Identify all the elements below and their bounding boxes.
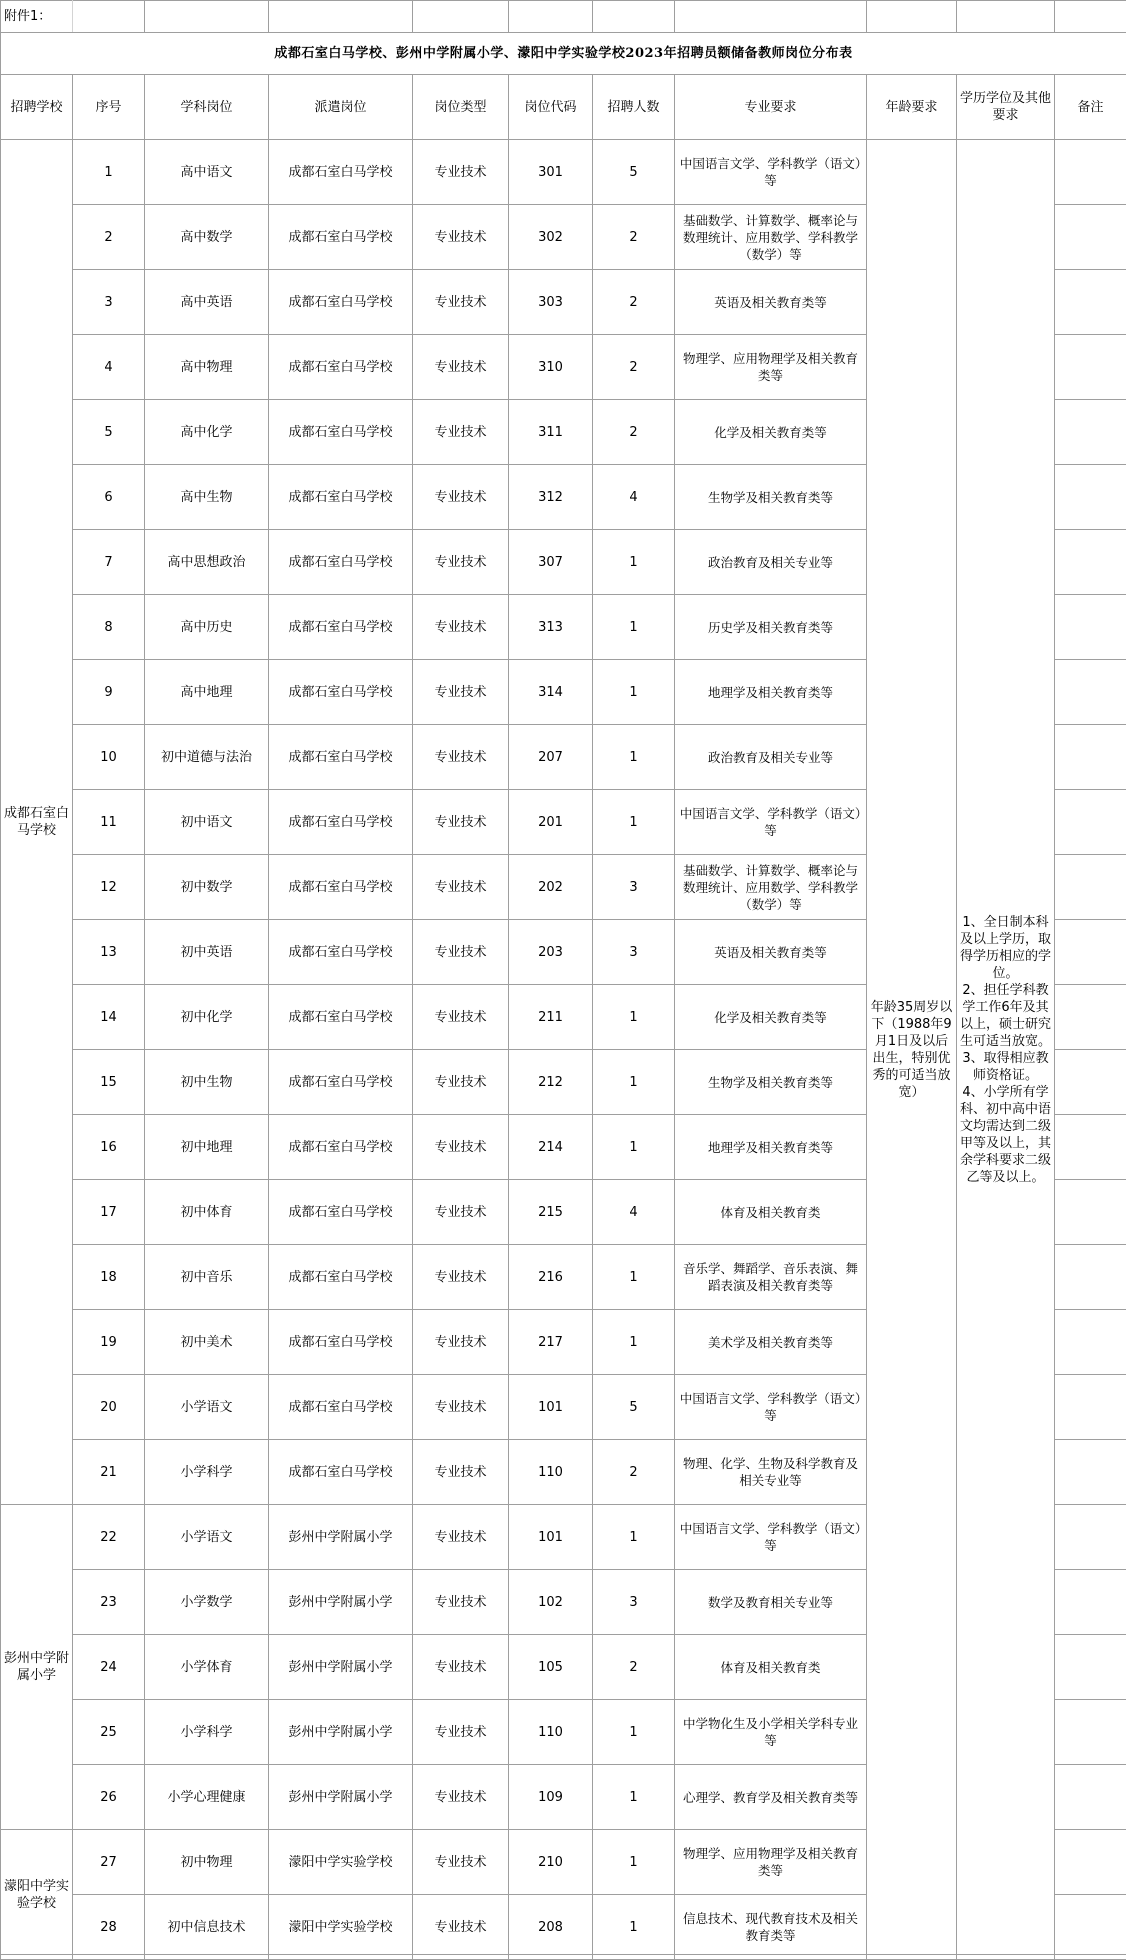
major-cell[interactable]: 化学及相关教育类等 (675, 985, 867, 1050)
subject-cell[interactable]: 初中道德与法治 (145, 725, 269, 790)
count-cell[interactable]: 1 (593, 530, 675, 595)
dispatch-cell[interactable]: 濛阳中学实验学校 (269, 1895, 413, 1960)
row-number[interactable]: 3 (73, 270, 145, 335)
post-code-cell[interactable]: 312 (509, 465, 593, 530)
empty-cell[interactable] (269, 1, 413, 33)
dispatch-cell[interactable]: 彭州中学附属小学 (269, 1700, 413, 1765)
table-row (1, 140, 1126, 205)
dispatch-cell[interactable]: 彭州中学附属小学 (269, 1635, 413, 1700)
remarks-cell[interactable] (1055, 920, 1126, 985)
header-post-code[interactable]: 岗位代码 (509, 75, 593, 140)
row-number[interactable]: 10 (73, 725, 145, 790)
dispatch-cell[interactable]: 成都石室白马学校 (269, 1050, 413, 1115)
dispatch-cell[interactable]: 成都石室白马学校 (269, 1440, 413, 1505)
post-code-cell[interactable]: 301 (509, 140, 593, 205)
subject-cell[interactable]: 小学科学 (145, 1440, 269, 1505)
remarks-cell[interactable] (1055, 465, 1126, 530)
post-type-cell[interactable]: 专业技术 (413, 790, 509, 855)
dispatch-cell[interactable]: 成都石室白马学校 (269, 1115, 413, 1180)
dispatch-cell[interactable]: 成都石室白马学校 (269, 920, 413, 985)
header-subject[interactable]: 学科岗位 (145, 75, 269, 140)
header-dispatch[interactable]: 派遣岗位 (269, 75, 413, 140)
post-code-cell[interactable]: 203 (509, 920, 593, 985)
post-code-cell[interactable]: 208 (509, 1895, 593, 1960)
post-code-cell[interactable]: 212 (509, 1050, 593, 1115)
count-cell[interactable]: 1 (593, 790, 675, 855)
remarks-cell[interactable] (1055, 1700, 1126, 1765)
subject-cell[interactable]: 高中语文 (145, 140, 269, 205)
row-number[interactable]: 22 (73, 1505, 145, 1570)
dispatch-cell[interactable]: 濛阳中学实验学校 (269, 1830, 413, 1895)
post-type-cell[interactable]: 专业技术 (413, 1635, 509, 1700)
post-code-cell[interactable]: 310 (509, 335, 593, 400)
count-cell[interactable]: 1 (593, 1245, 675, 1310)
row-number[interactable]: 27 (73, 1830, 145, 1895)
major-cell[interactable]: 基础数学、计算数学、概率论与数理统计、应用数学、学科教学（数学）等 (675, 855, 867, 920)
dispatch-cell[interactable]: 成都石室白马学校 (269, 1245, 413, 1310)
count-cell[interactable]: 3 (593, 1570, 675, 1635)
subject-cell[interactable]: 小学语文 (145, 1505, 269, 1570)
major-cell[interactable]: 英语及相关教育类等 (675, 920, 867, 985)
count-cell[interactable]: 1 (593, 1700, 675, 1765)
dispatch-cell[interactable]: 成都石室白马学校 (269, 1375, 413, 1440)
major-cell[interactable]: 基础数学、计算数学、概率论与数理统计、应用数学、学科教学（数学）等 (675, 205, 867, 270)
post-code-cell[interactable]: 105 (509, 1635, 593, 1700)
post-type-cell[interactable]: 专业技术 (413, 660, 509, 725)
subject-cell[interactable]: 高中思想政治 (145, 530, 269, 595)
row-number[interactable]: 2 (73, 205, 145, 270)
subject-cell[interactable]: 小学心理健康 (145, 1765, 269, 1830)
row-number[interactable]: 26 (73, 1765, 145, 1830)
school-cell[interactable]: 濛阳中学实验学校 (1, 1830, 73, 1960)
major-cell[interactable]: 音乐学、舞蹈学、音乐表演、舞蹈表演及相关教育类等 (675, 1245, 867, 1310)
major-cell[interactable]: 物理学、应用物理学及相关教育类等 (675, 1830, 867, 1895)
post-type-cell[interactable]: 专业技术 (413, 855, 509, 920)
education-requirement-cell[interactable]: 1、全日制本科及以上学历，取得学历相应的学位。 2、担任学科教学工作6年及其以上，硕士研究生可适当放宽。 3、取得相应教师资格证。 4、小学所有学科、初中高中语文均需达到二级甲等及以上，其余学科要求二级乙等及以上。 (957, 140, 1055, 1960)
row-number[interactable]: 6 (73, 465, 145, 530)
post-type-cell[interactable]: 专业技术 (413, 1115, 509, 1180)
post-type-cell[interactable]: 专业技术 (413, 1245, 509, 1310)
remarks-cell[interactable] (1055, 1050, 1126, 1115)
subject-cell[interactable]: 初中英语 (145, 920, 269, 985)
remarks-cell[interactable] (1055, 725, 1126, 790)
subject-cell[interactable]: 初中化学 (145, 985, 269, 1050)
remarks-cell[interactable] (1055, 1375, 1126, 1440)
empty-cell[interactable] (675, 1, 867, 33)
major-cell[interactable]: 中国语言文学、学科教学（语文）等 (675, 790, 867, 855)
remarks-cell[interactable] (1055, 855, 1126, 920)
dispatch-cell[interactable]: 成都石室白马学校 (269, 855, 413, 920)
major-cell[interactable]: 心理学、教育学及相关教育类等 (675, 1765, 867, 1830)
table-title[interactable]: 成都石室白马学校、彭州中学附属小学、濛阳中学实验学校2023年招聘员额储备教师岗位分布表 (1, 33, 1126, 75)
count-cell[interactable]: 2 (593, 400, 675, 465)
remarks-cell[interactable] (1055, 1830, 1126, 1895)
post-type-cell[interactable]: 专业技术 (413, 985, 509, 1050)
remarks-cell[interactable] (1055, 270, 1126, 335)
remarks-cell[interactable] (1055, 1505, 1126, 1570)
major-cell[interactable]: 生物学及相关教育类等 (675, 465, 867, 530)
attachment-row (1, 1, 1126, 33)
dispatch-cell[interactable]: 成都石室白马学校 (269, 400, 413, 465)
empty-cell[interactable] (509, 1, 593, 33)
post-type-cell[interactable]: 专业技术 (413, 335, 509, 400)
post-type-cell[interactable]: 专业技术 (413, 530, 509, 595)
count-cell[interactable]: 2 (593, 270, 675, 335)
major-cell[interactable]: 中国语言文学、学科教学（语文）等 (675, 1375, 867, 1440)
major-cell[interactable]: 英语及相关教育类等 (675, 270, 867, 335)
remarks-cell[interactable] (1055, 335, 1126, 400)
post-code-cell[interactable]: 313 (509, 595, 593, 660)
remarks-cell[interactable] (1055, 205, 1126, 270)
row-number[interactable]: 4 (73, 335, 145, 400)
post-type-cell[interactable]: 专业技术 (413, 1830, 509, 1895)
subject-cell[interactable]: 初中数学 (145, 855, 269, 920)
subject-cell[interactable]: 高中生物 (145, 465, 269, 530)
subject-cell[interactable]: 小学数学 (145, 1570, 269, 1635)
major-cell[interactable]: 化学及相关教育类等 (675, 400, 867, 465)
post-type-cell[interactable]: 专业技术 (413, 465, 509, 530)
dispatch-cell[interactable]: 成都石室白马学校 (269, 595, 413, 660)
remarks-cell[interactable] (1055, 1245, 1126, 1310)
count-cell[interactable]: 1 (593, 1310, 675, 1375)
remarks-cell[interactable] (1055, 985, 1126, 1050)
post-code-cell[interactable]: 101 (509, 1505, 593, 1570)
row-number[interactable]: 16 (73, 1115, 145, 1180)
post-type-cell[interactable]: 专业技术 (413, 1440, 509, 1505)
row-number[interactable]: 5 (73, 400, 145, 465)
header-age[interactable]: 年龄要求 (867, 75, 957, 140)
header-row (1, 75, 1126, 140)
post-type-cell[interactable]: 专业技术 (413, 1050, 509, 1115)
post-code-cell[interactable]: 215 (509, 1180, 593, 1245)
dispatch-cell[interactable]: 成都石室白马学校 (269, 1310, 413, 1375)
row-number[interactable]: 20 (73, 1375, 145, 1440)
post-code-cell[interactable]: 202 (509, 855, 593, 920)
row-number[interactable]: 9 (73, 660, 145, 725)
count-cell[interactable]: 1 (593, 1050, 675, 1115)
post-code-cell[interactable]: 303 (509, 270, 593, 335)
major-cell[interactable]: 中学物化生及小学相关学科专业等 (675, 1700, 867, 1765)
remarks-cell[interactable] (1055, 1765, 1126, 1830)
row-number[interactable]: 12 (73, 855, 145, 920)
row-number[interactable]: 24 (73, 1635, 145, 1700)
post-type-cell[interactable]: 专业技术 (413, 1375, 509, 1440)
major-cell[interactable]: 历史学及相关教育类等 (675, 595, 867, 660)
row-number[interactable]: 17 (73, 1180, 145, 1245)
post-code-cell[interactable]: 109 (509, 1765, 593, 1830)
post-type-cell[interactable]: 专业技术 (413, 1765, 509, 1830)
post-code-cell[interactable]: 207 (509, 725, 593, 790)
table-body (1, 1, 1126, 1960)
count-cell[interactable]: 1 (593, 1830, 675, 1895)
count-cell[interactable]: 3 (593, 920, 675, 985)
post-type-cell[interactable]: 专业技术 (413, 595, 509, 660)
row-number[interactable]: 25 (73, 1700, 145, 1765)
subject-cell[interactable]: 小学语文 (145, 1375, 269, 1440)
remarks-cell[interactable] (1055, 1115, 1126, 1180)
header-count[interactable]: 招聘人数 (593, 75, 675, 140)
post-code-cell[interactable]: 211 (509, 985, 593, 1050)
remarks-cell[interactable] (1055, 1180, 1126, 1245)
remarks-cell[interactable] (1055, 1440, 1126, 1505)
subject-cell[interactable]: 初中物理 (145, 1830, 269, 1895)
post-code-cell[interactable]: 101 (509, 1375, 593, 1440)
count-cell[interactable]: 2 (593, 205, 675, 270)
subject-cell[interactable]: 高中地理 (145, 660, 269, 725)
remarks-cell[interactable] (1055, 1635, 1126, 1700)
count-cell[interactable]: 1 (593, 660, 675, 725)
count-cell[interactable]: 1 (593, 1895, 675, 1960)
remarks-cell[interactable] (1055, 1895, 1126, 1960)
subject-cell[interactable]: 高中历史 (145, 595, 269, 660)
major-cell[interactable]: 物理学、应用物理学及相关教育类等 (675, 335, 867, 400)
dispatch-cell[interactable]: 成都石室白马学校 (269, 140, 413, 205)
header-remarks[interactable]: 备注 (1055, 75, 1126, 140)
subject-cell[interactable]: 小学科学 (145, 1700, 269, 1765)
count-cell[interactable]: 2 (593, 1635, 675, 1700)
count-cell[interactable]: 4 (593, 465, 675, 530)
age-requirement-cell[interactable]: 年龄35周岁以下（1988年9月1日及以后出生，特别优秀的可适当放宽） (867, 140, 957, 1960)
remarks-cell[interactable] (1055, 1570, 1126, 1635)
count-cell[interactable]: 1 (593, 985, 675, 1050)
row-number[interactable]: 21 (73, 1440, 145, 1505)
count-cell[interactable]: 5 (593, 1375, 675, 1440)
dispatch-cell[interactable]: 成都石室白马学校 (269, 465, 413, 530)
header-education[interactable]: 学历学位及其他要求 (957, 75, 1055, 140)
major-cell[interactable]: 物理、化学、生物及科学教育及相关专业等 (675, 1440, 867, 1505)
post-code-cell[interactable]: 314 (509, 660, 593, 725)
header-post-type[interactable]: 岗位类型 (413, 75, 509, 140)
post-code-cell[interactable]: 217 (509, 1310, 593, 1375)
school-cell[interactable]: 彭州中学附属小学 (1, 1505, 73, 1830)
post-code-cell[interactable]: 311 (509, 400, 593, 465)
remarks-cell[interactable] (1055, 790, 1126, 855)
count-cell[interactable]: 1 (593, 1765, 675, 1830)
row-number[interactable]: 11 (73, 790, 145, 855)
empty-cell[interactable] (593, 1, 675, 33)
dispatch-cell[interactable]: 成都石室白马学校 (269, 985, 413, 1050)
subject-cell[interactable]: 初中信息技术 (145, 1895, 269, 1960)
empty-cell[interactable] (73, 1, 145, 33)
subject-cell[interactable]: 小学体育 (145, 1635, 269, 1700)
count-cell[interactable]: 1 (593, 725, 675, 790)
remarks-cell[interactable] (1055, 530, 1126, 595)
empty-cell[interactable] (1055, 1, 1126, 33)
dispatch-cell[interactable]: 成都石室白马学校 (269, 660, 413, 725)
header-school[interactable]: 招聘学校 (1, 75, 73, 140)
major-cell[interactable]: 中国语言文学、学科教学（语文）等 (675, 140, 867, 205)
major-cell[interactable]: 生物学及相关教育类等 (675, 1050, 867, 1115)
dispatch-cell[interactable]: 成都石室白马学校 (269, 790, 413, 855)
post-type-cell[interactable]: 专业技术 (413, 1310, 509, 1375)
subject-cell[interactable]: 初中地理 (145, 1115, 269, 1180)
post-type-cell[interactable]: 专业技术 (413, 920, 509, 985)
dispatch-cell[interactable]: 成都石室白马学校 (269, 270, 413, 335)
empty-cell[interactable] (867, 1, 957, 33)
post-type-cell[interactable]: 专业技术 (413, 1895, 509, 1960)
major-cell[interactable]: 地理学及相关教育类等 (675, 660, 867, 725)
post-type-cell[interactable]: 专业技术 (413, 1700, 509, 1765)
row-number[interactable]: 19 (73, 1310, 145, 1375)
dispatch-cell[interactable]: 彭州中学附属小学 (269, 1765, 413, 1830)
count-cell[interactable]: 4 (593, 1180, 675, 1245)
subject-cell[interactable]: 初中语文 (145, 790, 269, 855)
major-cell[interactable]: 政治教育及相关专业等 (675, 725, 867, 790)
post-code-cell[interactable]: 214 (509, 1115, 593, 1180)
post-code-cell[interactable]: 110 (509, 1440, 593, 1505)
post-type-cell[interactable]: 专业技术 (413, 1505, 509, 1570)
post-type-cell[interactable]: 专业技术 (413, 725, 509, 790)
count-cell[interactable]: 5 (593, 140, 675, 205)
remarks-cell[interactable] (1055, 660, 1126, 725)
subject-cell[interactable]: 高中数学 (145, 205, 269, 270)
count-cell[interactable]: 2 (593, 335, 675, 400)
post-code-cell[interactable]: 216 (509, 1245, 593, 1310)
count-cell[interactable]: 1 (593, 1505, 675, 1570)
dispatch-cell[interactable]: 彭州中学附属小学 (269, 1570, 413, 1635)
header-major[interactable]: 专业要求 (675, 75, 867, 140)
attachment-label[interactable]: 附件1： (1, 1, 73, 33)
title-row (1, 33, 1126, 75)
dispatch-cell[interactable]: 成都石室白马学校 (269, 530, 413, 595)
subject-cell[interactable]: 初中音乐 (145, 1245, 269, 1310)
subject-cell[interactable]: 初中美术 (145, 1310, 269, 1375)
major-cell[interactable]: 体育及相关教育类 (675, 1180, 867, 1245)
post-code-cell[interactable]: 110 (509, 1700, 593, 1765)
row-number[interactable]: 1 (73, 140, 145, 205)
subject-cell[interactable]: 高中英语 (145, 270, 269, 335)
subject-cell[interactable]: 高中物理 (145, 335, 269, 400)
dispatch-cell[interactable]: 成都石室白马学校 (269, 205, 413, 270)
row-number[interactable]: 14 (73, 985, 145, 1050)
subject-cell[interactable]: 初中生物 (145, 1050, 269, 1115)
major-cell[interactable]: 政治教育及相关专业等 (675, 530, 867, 595)
row-number[interactable]: 8 (73, 595, 145, 660)
empty-cell[interactable] (413, 1, 509, 33)
post-type-cell[interactable]: 专业技术 (413, 205, 509, 270)
major-cell[interactable]: 信息技术、现代教育技术及相关教育类等 (675, 1895, 867, 1960)
remarks-cell[interactable] (1055, 1310, 1126, 1375)
post-type-cell[interactable]: 专业技术 (413, 140, 509, 205)
major-cell[interactable]: 美术学及相关教育类等 (675, 1310, 867, 1375)
row-number[interactable]: 28 (73, 1895, 145, 1960)
count-cell[interactable]: 2 (593, 1440, 675, 1505)
row-number[interactable]: 13 (73, 920, 145, 985)
major-cell[interactable]: 体育及相关教育类 (675, 1635, 867, 1700)
empty-cell[interactable] (957, 1, 1055, 33)
post-code-cell[interactable]: 210 (509, 1830, 593, 1895)
subject-cell[interactable]: 高中化学 (145, 400, 269, 465)
count-cell[interactable]: 1 (593, 1115, 675, 1180)
post-type-cell[interactable]: 专业技术 (413, 1180, 509, 1245)
major-cell[interactable]: 中国语言文学、学科教学（语文）等 (675, 1505, 867, 1570)
remarks-cell[interactable] (1055, 140, 1126, 205)
post-type-cell[interactable]: 专业技术 (413, 400, 509, 465)
remarks-cell[interactable] (1055, 400, 1126, 465)
remarks-cell[interactable] (1055, 595, 1126, 660)
major-cell[interactable]: 地理学及相关教育类等 (675, 1115, 867, 1180)
post-code-cell[interactable]: 201 (509, 790, 593, 855)
row-number[interactable]: 18 (73, 1245, 145, 1310)
dispatch-cell[interactable]: 成都石室白马学校 (269, 335, 413, 400)
row-number[interactable]: 15 (73, 1050, 145, 1115)
row-number[interactable]: 7 (73, 530, 145, 595)
header-number[interactable]: 序号 (73, 75, 145, 140)
count-cell[interactable]: 3 (593, 855, 675, 920)
subject-cell[interactable]: 初中体育 (145, 1180, 269, 1245)
post-code-cell[interactable]: 302 (509, 205, 593, 270)
post-code-cell[interactable]: 102 (509, 1570, 593, 1635)
empty-cell[interactable] (145, 1, 269, 33)
post-type-cell[interactable]: 专业技术 (413, 1570, 509, 1635)
post-code-cell[interactable]: 307 (509, 530, 593, 595)
dispatch-cell[interactable]: 成都石室白马学校 (269, 725, 413, 790)
count-cell[interactable]: 1 (593, 595, 675, 660)
row-number[interactable]: 23 (73, 1570, 145, 1635)
dispatch-cell[interactable]: 成都石室白马学校 (269, 1180, 413, 1245)
school-cell[interactable]: 成都石室白马学校 (1, 140, 73, 1505)
dispatch-cell[interactable]: 彭州中学附属小学 (269, 1505, 413, 1570)
major-cell[interactable]: 数学及教育相关专业等 (675, 1570, 867, 1635)
post-type-cell[interactable]: 专业技术 (413, 270, 509, 335)
